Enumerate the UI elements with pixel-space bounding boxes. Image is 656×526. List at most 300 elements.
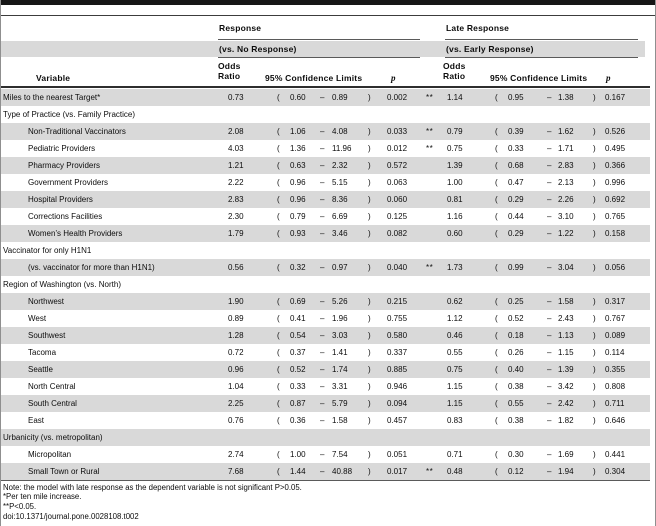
late-ci-open-paren: (	[495, 160, 498, 170]
response-p-value	[382, 429, 422, 446]
row-label: Miles to the nearest Target*	[3, 92, 101, 102]
variable-header: Variable	[36, 73, 71, 83]
response-p-value: 0.946	[387, 381, 408, 391]
table-row	[0, 140, 650, 157]
late-p-value: 0.646	[605, 415, 626, 425]
late-odds-ratio: 0.81	[447, 194, 463, 204]
response-ci-lower: 0.36	[290, 415, 306, 425]
late-p-value: 0.366	[605, 160, 626, 170]
response-p-value: 0.033	[387, 126, 408, 136]
response-ci-lower: 0.41	[290, 313, 306, 323]
late-ci-close-paren: )	[593, 364, 596, 374]
table-row	[0, 327, 650, 344]
late-ci-close-paren	[589, 429, 603, 446]
response-ci-dash	[318, 276, 331, 293]
top-rule	[0, 15, 656, 16]
late-odds-ratio: 0.71	[447, 449, 463, 459]
table-row	[0, 123, 650, 140]
response-significance	[422, 378, 443, 395]
response-ci-close-paren: )	[368, 449, 371, 459]
response-ci-close-paren: )	[368, 262, 371, 272]
table-row	[0, 242, 650, 259]
late-ci-dash: –	[547, 92, 552, 102]
response-ci-dash: –	[320, 364, 325, 374]
late-ci-lower: 0.29	[508, 228, 524, 238]
response-ci-lower	[286, 106, 318, 123]
late-ci-upper: 1.22	[558, 228, 574, 238]
table-row	[0, 106, 650, 123]
late-ci-close-paren: )	[593, 313, 596, 323]
late-ci-upper: 1.39	[558, 364, 574, 374]
late-odds-ratio: 0.79	[447, 126, 463, 136]
late-ci-upper: 3.04	[558, 262, 574, 272]
late-p-value: 0.056	[605, 262, 626, 272]
late-ci-close-paren: )	[593, 194, 596, 204]
response-ci-dash: –	[320, 160, 325, 170]
late-odds-ratio: 0.62	[447, 296, 463, 306]
late-ci-dash: –	[547, 143, 552, 153]
response-ci-open-paren: (	[277, 228, 280, 238]
late-p-value: 0.167	[605, 92, 626, 102]
table-body	[0, 89, 650, 480]
response-ci-upper: 8.36	[332, 194, 348, 204]
late-ci-upper: 2.26	[558, 194, 574, 204]
response-odds-ratio: 0.73	[228, 92, 244, 102]
response-ci-open-paren: (	[277, 364, 280, 374]
row-label: Hospital Providers	[28, 194, 93, 204]
late-ci-dash: –	[547, 126, 552, 136]
response-significance	[422, 174, 443, 191]
response-p-value: 0.337	[387, 347, 408, 357]
response-odds-ratio-header: Odds Ratio	[218, 61, 241, 81]
late-ci-upper: 1.62	[558, 126, 574, 136]
table-row	[0, 446, 650, 463]
late-p-value: 0.526	[605, 126, 626, 136]
response-ci-dash: –	[320, 211, 325, 221]
response-ci-upper: 5.79	[332, 398, 348, 408]
response-ci-open-paren: (	[277, 296, 280, 306]
row-label: Pharmacy Providers	[28, 160, 101, 170]
footnote-per-mile: *Per ten mile increase.	[3, 492, 82, 502]
late-ci-open-paren	[492, 242, 506, 259]
response-ci-close-paren	[365, 242, 382, 259]
response-ci-lower: 0.69	[290, 296, 306, 306]
response-ci-dash: –	[320, 177, 325, 187]
late-odds-ratio: 1.15	[447, 381, 463, 391]
response-ci-dash	[318, 429, 331, 446]
response-p-header: p	[391, 73, 396, 83]
response-ci-close-paren: )	[368, 92, 371, 102]
response-p-value	[382, 276, 422, 293]
response-ci-dash: –	[320, 228, 325, 238]
response-ci-lower: 0.33	[290, 381, 306, 391]
row-label: Urbanicity (vs. metropolitan)	[3, 432, 103, 442]
response-ci-upper: 1.74	[332, 364, 348, 374]
response-ci-upper: 0.89	[332, 92, 348, 102]
response-p-value: 0.215	[387, 296, 408, 306]
table-row	[0, 395, 650, 412]
response-ci-upper	[331, 242, 365, 259]
response-ci-close-paren	[365, 429, 382, 446]
late-ci-open-paren: (	[495, 449, 498, 459]
response-ci-open-paren	[272, 429, 286, 446]
row-label: Northwest	[28, 296, 65, 306]
late-ci-dash: –	[547, 415, 552, 425]
response-ci-upper: 3.31	[332, 381, 348, 391]
response-significance	[422, 310, 443, 327]
late-odds-ratio: 0.46	[447, 330, 463, 340]
table-row	[0, 344, 650, 361]
group-title-response: Response	[219, 23, 262, 33]
late-ci-open-paren: (	[495, 143, 498, 153]
response-ci-upper: 11.96	[332, 143, 352, 153]
response-significance	[422, 276, 443, 293]
response-ci-lower: 0.52	[290, 364, 306, 374]
response-significance: **	[426, 92, 434, 102]
column-headers	[0, 58, 656, 86]
response-ci-lower: 0.87	[290, 398, 306, 408]
footnote-significance: **P<0.05.	[3, 501, 37, 511]
late-odds-ratio: 1.39	[447, 160, 463, 170]
response-p-value: 0.017	[387, 466, 408, 476]
response-ci-close-paren: )	[368, 415, 371, 425]
response-ci-dash: –	[320, 449, 325, 459]
row-label: North Central	[28, 381, 76, 391]
table-row	[0, 310, 650, 327]
response-ci-lower	[286, 429, 318, 446]
response-odds-ratio: 2.83	[228, 194, 244, 204]
response-ci-lower: 0.32	[290, 262, 306, 272]
response-ci-upper: 1.41	[332, 347, 348, 357]
response-p-value: 0.572	[387, 160, 408, 170]
response-significance	[422, 242, 443, 259]
late-p-value: 0.765	[605, 211, 626, 221]
row-label: East	[28, 415, 45, 425]
left-border	[0, 0, 1, 526]
late-ci-close-paren: )	[593, 330, 596, 340]
late-ci-close-paren: )	[593, 177, 596, 187]
response-p-value	[382, 242, 422, 259]
late-ci-dash	[540, 106, 555, 123]
response-significance	[422, 429, 443, 446]
response-ci-dash: –	[320, 415, 325, 425]
late-ci-open-paren: (	[495, 381, 498, 391]
response-group-rule	[218, 39, 420, 40]
table-row	[0, 463, 650, 480]
late-ci-dash: –	[547, 381, 552, 391]
late-p-value	[603, 276, 650, 293]
response-odds-ratio: 2.22	[228, 177, 244, 187]
late-ci-upper	[555, 242, 589, 259]
late-ci-upper: 1.13	[558, 330, 574, 340]
response-ci-open-paren: (	[277, 211, 280, 221]
late-ci-lower: 0.18	[508, 330, 524, 340]
late-ci-open-paren: (	[495, 177, 498, 187]
late-ci-close-paren: )	[593, 466, 596, 476]
late-ci-lower	[506, 242, 540, 259]
response-ci-lower: 0.96	[290, 194, 306, 204]
late-ci-dash	[540, 429, 555, 446]
response-ci-dash: –	[320, 466, 325, 476]
footnote-model-note: Note: the model with late response as the dependent variable is not significant P>0.05.	[3, 482, 302, 492]
response-significance	[422, 106, 443, 123]
group-subtitle-late-response: (vs. Early Response)	[446, 43, 534, 54]
late-ci-lower: 0.38	[508, 381, 524, 391]
late-ci-open-paren	[492, 276, 506, 293]
response-odds-ratio: 1.21	[228, 160, 244, 170]
late-ci-upper: 3.42	[558, 381, 574, 391]
late-ci-open-paren: (	[495, 92, 498, 102]
response-ci-lower	[286, 276, 318, 293]
late-ci-dash: –	[547, 177, 552, 187]
response-odds-ratio: 2.30	[228, 211, 244, 221]
response-odds-ratio: 2.25	[228, 398, 244, 408]
response-ci-upper: 7.54	[332, 449, 348, 459]
response-ci-open-paren	[272, 276, 286, 293]
response-ci-upper: 3.03	[332, 330, 348, 340]
late-ci-lower: 0.99	[508, 262, 524, 272]
response-ci-upper: 4.08	[332, 126, 348, 136]
response-odds-ratio	[218, 429, 272, 446]
late-odds-ratio	[443, 242, 492, 259]
late-ci-dash: –	[547, 211, 552, 221]
late-ci-upper: 1.58	[558, 296, 574, 306]
late-ci-dash: –	[547, 449, 552, 459]
late-ci-dash: –	[547, 466, 552, 476]
late-ci-open-paren: (	[495, 347, 498, 357]
response-ci-open-paren	[272, 242, 286, 259]
row-label: Southwest	[28, 330, 66, 340]
late-ci-close-paren: )	[593, 211, 596, 221]
response-significance	[422, 344, 443, 361]
response-ci-dash: –	[320, 126, 325, 136]
late-ci-lower: 0.95	[508, 92, 524, 102]
late-ci-upper	[555, 276, 589, 293]
response-ci-close-paren: )	[368, 211, 371, 221]
response-ci-lower: 0.79	[290, 211, 306, 221]
row-label: Women’s Health Providers	[28, 228, 123, 238]
response-significance: **	[426, 126, 434, 136]
late-ci-close-paren: )	[593, 92, 596, 102]
late-ci-open-paren: (	[495, 466, 498, 476]
late-p-value: 0.114	[605, 347, 625, 357]
late-ci-lower: 0.33	[508, 143, 524, 153]
response-ci-close-paren: )	[368, 313, 371, 323]
response-ci-open-paren: (	[277, 313, 280, 323]
late-p-value: 0.495	[605, 143, 626, 153]
late-p-value: 0.304	[605, 466, 626, 476]
table-row	[0, 259, 650, 276]
response-p-value: 0.012	[387, 143, 408, 153]
response-ci-lower: 0.96	[290, 177, 306, 187]
late-ci-close-paren: )	[593, 228, 596, 238]
late-ci-dash: –	[547, 194, 552, 204]
response-ci-upper: 2.32	[332, 160, 348, 170]
late-p-value: 0.158	[605, 228, 626, 238]
response-ci-upper: 1.96	[332, 313, 348, 323]
late-p-value: 0.441	[605, 449, 626, 459]
response-odds-ratio: 1.28	[228, 330, 244, 340]
response-p-value: 0.040	[387, 262, 408, 272]
response-ci-lower: 1.36	[290, 143, 306, 153]
late-p-value: 0.317	[605, 296, 626, 306]
response-ci-open-paren: (	[277, 330, 280, 340]
response-p-value: 0.125	[387, 211, 408, 221]
table-row	[0, 89, 650, 106]
late-odds-ratio: 1.15	[447, 398, 463, 408]
response-ci-lower: 1.06	[290, 126, 306, 136]
late-p-value: 0.711	[605, 398, 625, 408]
late-ci-open-paren: (	[495, 211, 498, 221]
group-title-late-response: Late Response	[446, 23, 510, 33]
response-ci-close-paren: )	[368, 364, 371, 374]
row-label: Pediatric Providers	[28, 143, 96, 153]
late-ci-lower	[506, 429, 540, 446]
table-row	[0, 293, 650, 310]
response-ci-dash: –	[320, 296, 325, 306]
late-ci-open-paren: (	[495, 194, 498, 204]
late-ci-dash	[540, 242, 555, 259]
late-ci-upper: 2.83	[558, 160, 574, 170]
late-response-group-rule	[445, 39, 638, 40]
late-p-value: 0.355	[605, 364, 626, 374]
response-p-value: 0.051	[387, 449, 408, 459]
late-p-value: 0.767	[605, 313, 626, 323]
late-ci-open-paren: (	[495, 330, 498, 340]
late-p-value: 0.996	[605, 177, 626, 187]
late-ci-open-paren: (	[495, 262, 498, 272]
response-ci-close-paren: )	[368, 381, 371, 391]
response-ci-open-paren: (	[277, 177, 280, 187]
late-odds-ratio: 0.55	[447, 347, 463, 357]
late-p-value	[603, 106, 650, 123]
response-ci-upper: 0.97	[332, 262, 348, 272]
late-p-value	[603, 429, 650, 446]
table-bottom-rule	[0, 480, 650, 481]
response-ci-close-paren: )	[368, 330, 371, 340]
response-ci-dash: –	[320, 381, 325, 391]
response-ci-dash: –	[320, 313, 325, 323]
response-ci-dash: –	[320, 347, 325, 357]
late-ci-header: 95% Confidence Limits	[490, 73, 588, 83]
response-ci-open-paren: (	[277, 398, 280, 408]
late-ci-lower	[506, 276, 540, 293]
response-ci-close-paren: )	[368, 296, 371, 306]
late-odds-ratio	[443, 106, 492, 123]
response-significance	[422, 225, 443, 242]
late-odds-ratio: 1.00	[447, 177, 463, 187]
late-ci-close-paren	[589, 242, 603, 259]
response-ci-lower	[286, 242, 318, 259]
response-p-value: 0.002	[387, 92, 408, 102]
late-ci-lower: 0.55	[508, 398, 524, 408]
response-significance	[422, 191, 443, 208]
late-ci-upper: 1.71	[558, 143, 574, 153]
late-odds-ratio: 0.60	[447, 228, 463, 238]
late-ci-upper: 1.15	[558, 347, 574, 357]
row-label: (vs. vaccinator for more than H1N1)	[28, 262, 155, 272]
late-ci-upper: 1.94	[558, 466, 574, 476]
subtitle-band	[0, 41, 645, 58]
late-ci-close-paren: )	[593, 449, 596, 459]
response-odds-ratio: 0.56	[228, 262, 244, 272]
late-ci-open-paren	[492, 106, 506, 123]
row-label: Vaccinator for only H1N1	[3, 245, 92, 255]
response-ci-close-paren: )	[368, 160, 371, 170]
response-ci-open-paren: (	[277, 347, 280, 357]
response-ci-close-paren	[365, 106, 382, 123]
response-ci-close-paren: )	[368, 177, 371, 187]
response-ci-close-paren: )	[368, 466, 371, 476]
row-label: Type of Practice (vs. Family Practice)	[3, 109, 136, 119]
response-p-value: 0.060	[387, 194, 408, 204]
table-row	[0, 208, 650, 225]
late-odds-ratio: 0.83	[447, 415, 463, 425]
late-ci-open-paren: (	[495, 228, 498, 238]
late-odds-ratio: 0.75	[447, 143, 463, 153]
late-ci-close-paren: )	[593, 296, 596, 306]
response-ci-dash: –	[320, 398, 325, 408]
response-ci-dash: –	[320, 262, 325, 272]
response-odds-ratio: 2.74	[228, 449, 244, 459]
table-row	[0, 225, 650, 242]
row-label: Corrections Facilities	[28, 211, 103, 221]
late-ci-close-paren	[589, 276, 603, 293]
response-significance	[422, 395, 443, 412]
late-ci-close-paren: )	[593, 381, 596, 391]
late-ci-upper: 2.13	[558, 177, 574, 187]
late-ci-close-paren: )	[593, 160, 596, 170]
table-row	[0, 378, 650, 395]
late-ci-dash: –	[547, 262, 552, 272]
late-ci-close-paren: )	[593, 415, 596, 425]
late-ci-open-paren: (	[495, 415, 498, 425]
row-label: Small Town or Rural	[28, 466, 100, 476]
late-ci-upper: 1.38	[558, 92, 574, 102]
response-ci-close-paren: )	[368, 228, 371, 238]
late-ci-dash: –	[547, 296, 552, 306]
response-p-value	[382, 106, 422, 123]
response-odds-ratio: 1.04	[228, 381, 244, 391]
late-ci-upper	[555, 429, 589, 446]
late-odds-ratio-header: Odds Ratio	[443, 61, 466, 81]
late-ci-upper: 2.43	[558, 313, 574, 323]
late-p-value: 0.808	[605, 381, 626, 391]
response-ci-dash: –	[320, 194, 325, 204]
response-ci-close-paren	[365, 276, 382, 293]
late-ci-lower: 0.44	[508, 211, 524, 221]
late-odds-ratio: 1.73	[447, 262, 463, 272]
late-ci-close-paren: )	[593, 262, 596, 272]
response-ci-close-paren: )	[368, 194, 371, 204]
response-odds-ratio	[218, 106, 272, 123]
table-row	[0, 191, 650, 208]
late-ci-lower: 0.12	[508, 466, 524, 476]
late-ci-lower: 0.47	[508, 177, 524, 187]
response-significance	[422, 361, 443, 378]
late-ci-upper: 2.42	[558, 398, 574, 408]
late-ci-upper: 3.10	[558, 211, 574, 221]
response-ci-lower: 0.63	[290, 160, 306, 170]
response-odds-ratio: 1.79	[228, 228, 244, 238]
response-ci-dash	[318, 242, 331, 259]
row-label: Tacoma	[28, 347, 57, 357]
response-significance	[422, 327, 443, 344]
response-ci-lower: 1.00	[290, 449, 306, 459]
late-ci-lower: 0.30	[508, 449, 524, 459]
response-ci-open-paren: (	[277, 262, 280, 272]
response-significance	[422, 293, 443, 310]
